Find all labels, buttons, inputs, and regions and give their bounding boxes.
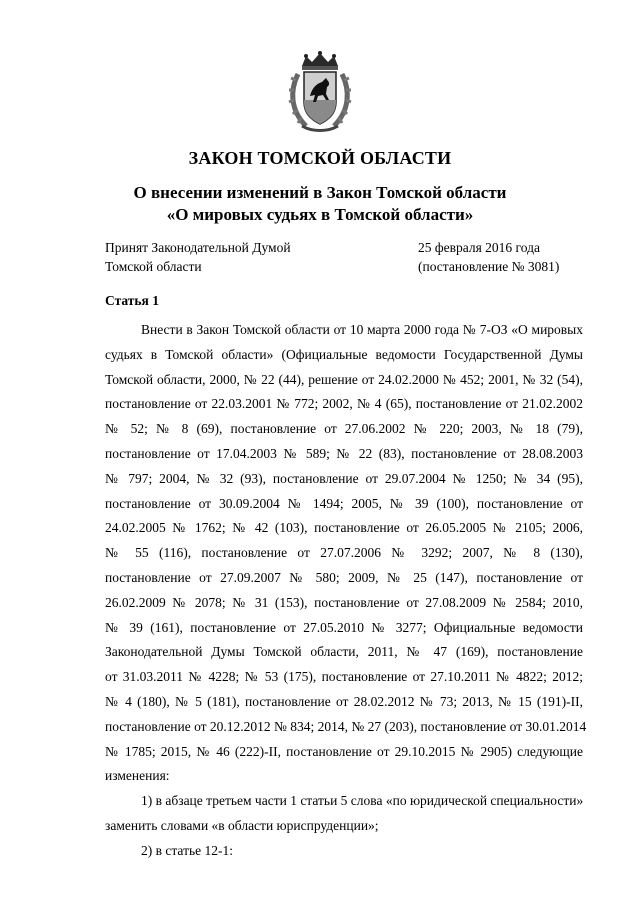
adoption-resolution-line: (постановление № 3081) (418, 259, 560, 274)
article-body (105, 318, 587, 864)
article-line: постановление от 27.09.2007 № 580; 2009, № 25 (147), постановление от (105, 569, 583, 585)
article-line: постановление от 17.04.2003 № 589; № 22 (83), постановление от 28.08.2003 (105, 445, 583, 461)
adoption-body (105, 238, 291, 276)
article-line: Томской области, 2000, № 22 (44), решение от 24.02.2000 № 452; 2001, № 32 (54), (105, 371, 583, 387)
adoption-date (418, 238, 559, 276)
article-line: № 52; № 8 (69), постановление от 27.06.2002 № 220; 2003, № 18 (79), (105, 421, 583, 437)
article-heading: Статья 1 (105, 293, 159, 308)
law-subtitle (0, 182, 640, 226)
subtitle-line: О внесении изменений в Закон Томской области (133, 183, 507, 202)
coat-of-arms-icon (288, 50, 352, 134)
adoption-date-line: 25 февраля 2016 года (418, 240, 540, 255)
article-line: № 797; 2004, № 32 (93), постановление от 29.07.2004 № 1250; № 34 (95), (105, 470, 583, 486)
article-line: изменения: (105, 768, 170, 784)
article-line: постановление от 22.03.2001 № 772; 2002, № 4 (65), постановление от 21.02.2002 (105, 396, 583, 412)
item-1-line: 1) в абзаце третьем части 1 статьи 5 слова «по юридической специальности» (141, 793, 584, 809)
article-line: постановление от 20.12.2012 № 834; 2014, № 27 (203), постановление от 30.01.2014 (105, 718, 587, 734)
subtitle-line: «О мировых судьях в Томской области» (166, 205, 474, 224)
article-line: Законодательной Думы Томской области, 2011, № 47 (169), постановление (105, 644, 583, 660)
article-line: судьях в Томской области» (Официальные ведомости Государственной Думы (105, 346, 583, 362)
article-line: 26.02.2009 № 2078; № 31 (153), постановление от 27.08.2009 № 2584; 2010, (105, 594, 583, 610)
item-1-line: заменить словами «в области юриспруденции»; (105, 817, 379, 833)
item-2-line: 2) в статье 12-1: (141, 842, 233, 858)
article-line: постановление от 30.09.2004 № 1494; 2005, № 39 (100), постановление от (105, 495, 583, 511)
article-line: № 4 (180), № 5 (181), постановление от 28.02.2012 № 73; 2013, № 15 (191)-II, (105, 693, 583, 709)
adoption-body-line: Принят Законодательной Думой (105, 240, 291, 255)
article-line: 24.02.2005 № 1762; № 42 (103), постановление от 26.05.2005 № 2105; 2006, (105, 520, 583, 536)
article-line: № 39 (161), постановление от 27.05.2010 № 3277; Официальные ведомости (105, 619, 583, 635)
article-line: № 55 (116), постановление от 27.07.2006 № 3292; 2007, № 8 (130), (105, 545, 583, 561)
article-line: № 1785; 2015, № 46 (222)-II, постановление от 29.10.2015 № 2905) следующие (105, 743, 583, 759)
article-line: Внести в Закон Томской области от 10 марта 2000 года № 7-ОЗ «О мировых (141, 322, 583, 337)
adoption-body-line: Томской области (105, 259, 202, 274)
article-line: от 31.03.2011 № 4228; № 53 (175), постановление от 27.10.2011 № 4822; 2012; (105, 669, 583, 685)
law-title: ЗАКОН ТОМСКОЙ ОБЛАСТИ (188, 148, 452, 168)
